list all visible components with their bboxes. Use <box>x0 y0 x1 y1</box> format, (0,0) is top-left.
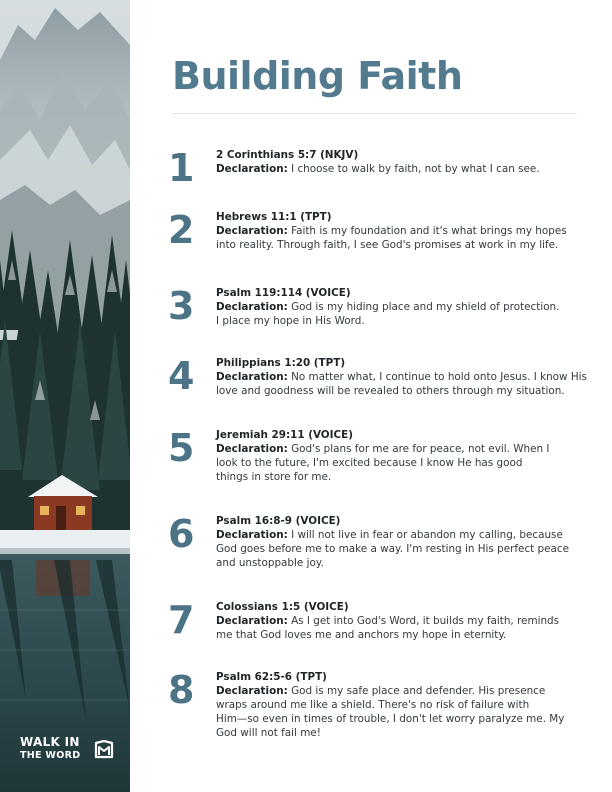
item-number: 7 <box>168 598 195 642</box>
item-text <box>216 148 596 176</box>
item-number: 4 <box>168 354 195 398</box>
declaration-line: God goes before me to make a way. I'm resting in His perfect peace <box>216 543 569 555</box>
declaration-line: As I get into God's Word, it builds my faith, reminds <box>291 615 560 627</box>
declaration-line: God is my safe place and defender. His presence <box>291 685 546 697</box>
declaration-line: things in store for me. <box>216 471 332 483</box>
scripture-reference: Jeremiah 29:11 (VOICE) <box>216 429 353 441</box>
brand-wordmark <box>20 736 80 762</box>
brand-line-1: WALK IN <box>20 735 80 749</box>
scripture-reference: 2 Corinthians 5:7 (NKJV) <box>216 149 359 161</box>
item-number: 8 <box>168 668 195 712</box>
declaration-line: Him—so even in times of trouble, I don't let worry paralyze me. My <box>216 713 565 725</box>
item-text <box>216 514 596 570</box>
item-text <box>216 286 596 328</box>
declaration-line: I place my hope in His Word. <box>216 315 365 327</box>
scripture-reference: Philippians 1:20 (TPT) <box>216 357 346 369</box>
declaration-line: God will not fail me! <box>216 727 321 739</box>
winter-cabin-illustration <box>0 0 130 792</box>
item-text <box>216 428 596 484</box>
declaration-line: Faith is my foundation and it's what brings my hopes <box>291 225 567 237</box>
item-text <box>216 600 596 642</box>
declaration-label: Declaration: <box>216 301 288 313</box>
declaration-label: Declaration: <box>216 529 288 541</box>
declaration-line: I choose to walk by faith, not by what I can see. <box>291 163 540 175</box>
title-divider <box>172 113 576 114</box>
declaration-line: No matter what, I continue to hold onto Jesus. I know His <box>291 371 587 383</box>
scripture-reference: Psalm 119:114 (VOICE) <box>216 287 351 299</box>
scripture-reference: Psalm 62:5-6 (TPT) <box>216 671 327 683</box>
brand-line-2: THE WORD <box>20 750 81 761</box>
declaration-line: God's plans for me are for peace, not evil. When I <box>291 443 550 455</box>
declaration-label: Declaration: <box>216 163 288 175</box>
scripture-reference: Psalm 16:8-9 (VOICE) <box>216 515 341 527</box>
item-text <box>216 356 596 398</box>
declaration-label: Declaration: <box>216 371 288 383</box>
item-text <box>216 210 596 252</box>
page-title: Building Faith <box>172 54 463 98</box>
scripture-reference: Colossians 1:5 (VOICE) <box>216 601 349 613</box>
item-text <box>216 670 596 740</box>
item-number: 5 <box>168 426 195 470</box>
declaration-line: I will not live in fear or abandon my calling, because <box>291 529 563 541</box>
sidebar-photo <box>0 0 130 792</box>
item-number: 2 <box>168 208 195 252</box>
declaration-label: Declaration: <box>216 615 288 627</box>
item-number: 1 <box>168 146 195 190</box>
declaration-line: God is my hiding place and my shield of protection. <box>291 301 560 313</box>
declaration-label: Declaration: <box>216 685 288 697</box>
declaration-label: Declaration: <box>216 225 288 237</box>
declaration-line: into reality. Through faith, I see God's promises at work in my life. <box>216 239 559 251</box>
declaration-line: wraps around me like a shield. There's no risk of failure with <box>216 699 530 711</box>
item-number: 6 <box>168 512 195 556</box>
declaration-line: and unstoppable joy. <box>216 557 324 569</box>
declaration-line: look to the future, I'm excited because I know He has good <box>216 457 523 469</box>
declaration-line: love and goodness will be revealed to others through my situation. <box>216 385 565 397</box>
declaration-line: me that God loves me and anchors my hope in eternity. <box>216 629 507 641</box>
scripture-reference: Hebrews 11:1 (TPT) <box>216 211 332 223</box>
item-number: 3 <box>168 284 195 328</box>
brand-logo-icon <box>93 738 115 760</box>
declaration-label: Declaration: <box>216 443 288 455</box>
